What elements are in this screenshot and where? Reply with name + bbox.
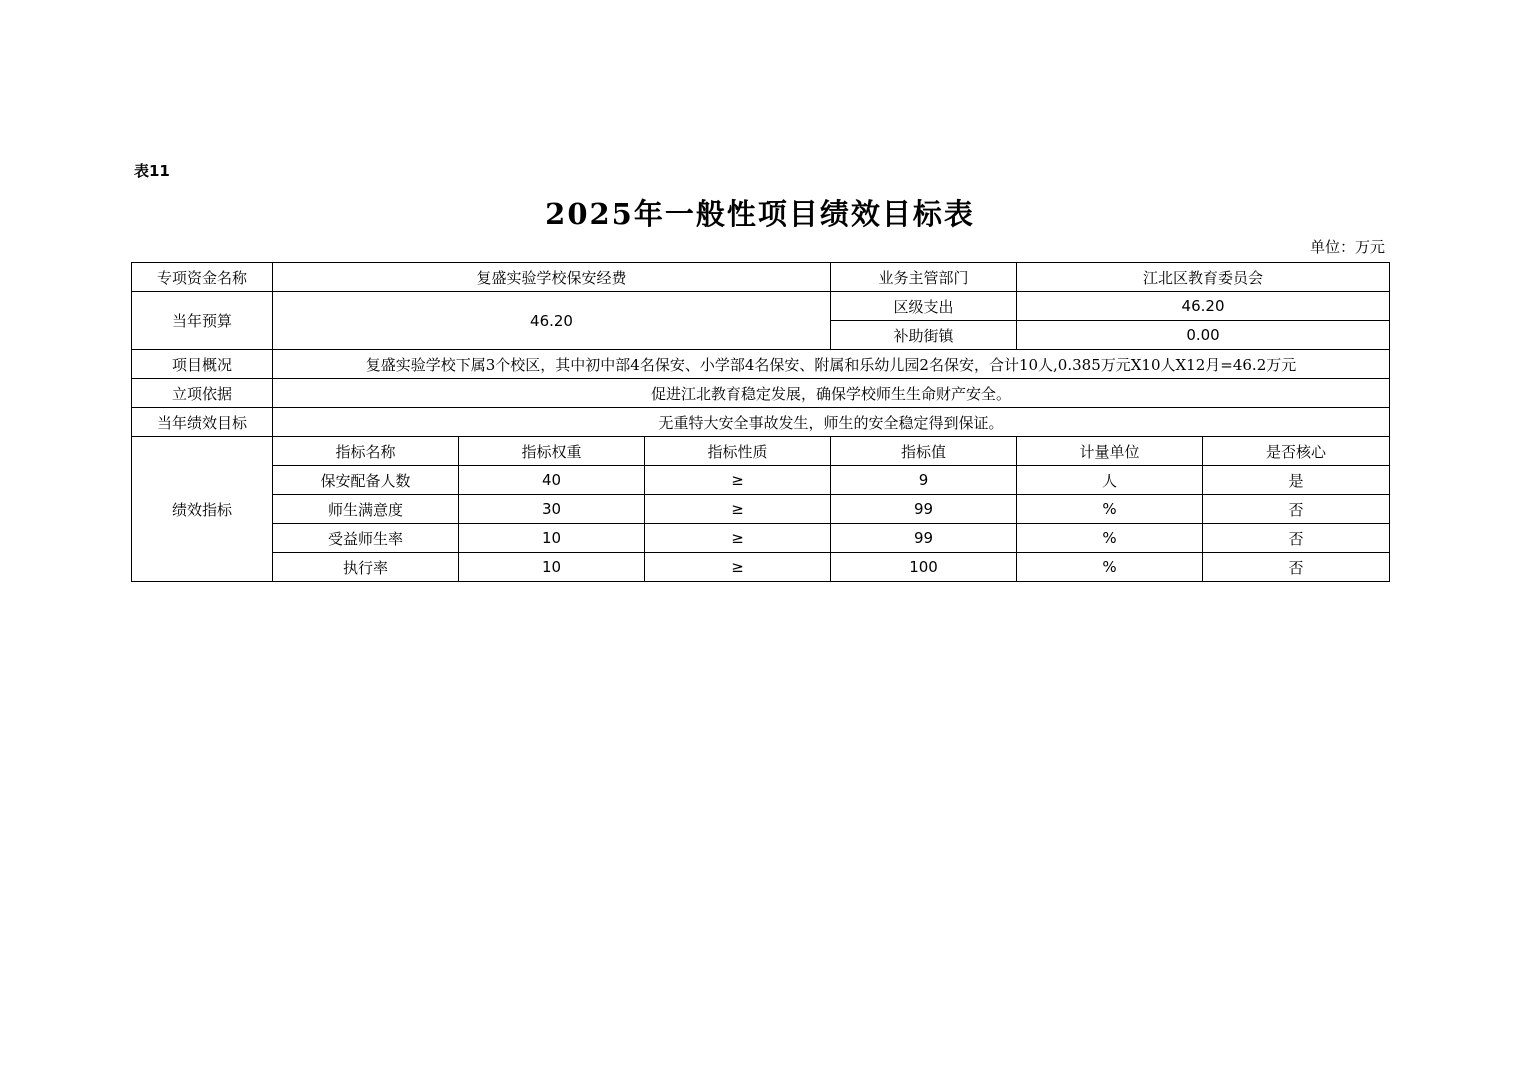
indicator-row <box>132 466 1390 495</box>
indicator-core: 否 <box>1203 495 1390 524</box>
indicator-value: 99 <box>831 495 1017 524</box>
indicator-value: 99 <box>831 524 1017 553</box>
fund-name-label: 专项资金名称 <box>132 263 273 292</box>
budget-label: 当年预算 <box>132 292 273 350</box>
indicator-row <box>132 553 1390 582</box>
indicator-row <box>132 495 1390 524</box>
table-row <box>132 350 1390 379</box>
indicator-unit: 人 <box>1017 466 1203 495</box>
indicator-name: 执行率 <box>273 553 459 582</box>
dept-value: 江北区教育委员会 <box>1017 263 1390 292</box>
column-header: 是否核心 <box>1203 437 1390 466</box>
overview-value: 复盛实验学校下属3个校区，其中初中部4名保安、小学部4名保安、附属和乐幼儿园2名保安，合计10人,0.385万元X10人X12月=46.2万元 <box>273 350 1390 379</box>
indicator-core: 否 <box>1203 524 1390 553</box>
goal-value: 无重特大安全事故发生，师生的安全稳定得到保证。 <box>273 408 1390 437</box>
indicator-unit: % <box>1017 495 1203 524</box>
document-title: 2025年一般性项目绩效目标表 <box>545 197 975 231</box>
table-row <box>132 292 1390 321</box>
indicator-row <box>132 524 1390 553</box>
indicator-header-row <box>132 437 1390 466</box>
indicator-value: 9 <box>831 466 1017 495</box>
indicator-name: 保安配备人数 <box>273 466 459 495</box>
table-row <box>132 263 1390 292</box>
indicator-nature: ≥ <box>645 495 831 524</box>
indicators-section-label: 绩效指标 <box>132 437 273 582</box>
indicator-weight: 10 <box>459 524 645 553</box>
subsidy-value: 0.00 <box>1017 321 1390 350</box>
indicator-weight: 10 <box>459 553 645 582</box>
table-row <box>132 408 1390 437</box>
indicator-nature: ≥ <box>645 524 831 553</box>
column-header: 指标值 <box>831 437 1017 466</box>
district-value: 46.20 <box>1017 292 1390 321</box>
indicator-weight: 40 <box>459 466 645 495</box>
indicator-value: 100 <box>831 553 1017 582</box>
indicator-unit: % <box>1017 524 1203 553</box>
overview-label: 项目概况 <box>132 350 273 379</box>
column-header: 指标名称 <box>273 437 459 466</box>
table-number: 表11 <box>134 162 170 180</box>
subsidy-label: 补助街镇 <box>831 321 1017 350</box>
indicator-unit: % <box>1017 553 1203 582</box>
district-label: 区级支出 <box>831 292 1017 321</box>
unit-label: 单位：万元 <box>1309 238 1385 256</box>
table-row <box>132 379 1390 408</box>
indicator-core: 否 <box>1203 553 1390 582</box>
indicator-name: 受益师生率 <box>273 524 459 553</box>
basis-value: 促进江北教育稳定发展，确保学校师生生命财产安全。 <box>273 379 1390 408</box>
dept-label: 业务主管部门 <box>831 263 1017 292</box>
performance-target-table <box>131 262 1390 582</box>
column-header: 指标权重 <box>459 437 645 466</box>
column-header: 计量单位 <box>1017 437 1203 466</box>
column-header: 指标性质 <box>645 437 831 466</box>
indicator-weight: 30 <box>459 495 645 524</box>
basis-label: 立项依据 <box>132 379 273 408</box>
indicator-nature: ≥ <box>645 466 831 495</box>
budget-value: 46.20 <box>273 292 831 350</box>
fund-name-value: 复盛实验学校保安经费 <box>273 263 831 292</box>
indicator-nature: ≥ <box>645 553 831 582</box>
goal-label: 当年绩效目标 <box>132 408 273 437</box>
indicator-name: 师生满意度 <box>273 495 459 524</box>
indicator-core: 是 <box>1203 466 1390 495</box>
